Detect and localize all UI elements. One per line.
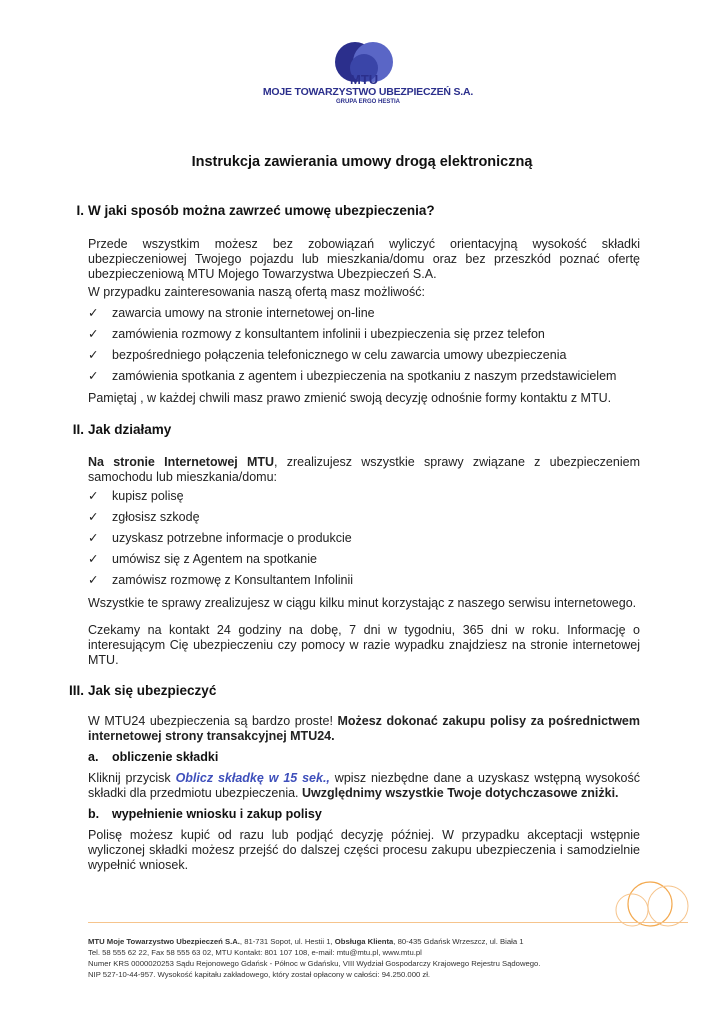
list-item: ✓ zgłosisz szkodę [88, 510, 200, 524]
list-item: ✓ zamówisz rozmowę z Konsultantem Infolinii [88, 573, 354, 587]
checkmark-icon: ✓ [88, 306, 99, 320]
section-3-paragraph: W MTU24 ubezpieczenia są bardzo proste! Możesz dokonać zakupu polisy za pośrednictwem internetowej strony transakcyjnej MTU24. [88, 714, 640, 743]
list-item: ✓ kupisz polisę [88, 489, 184, 503]
checkmark-icon: ✓ [88, 327, 99, 341]
list-item: ✓ zamówienia rozmowy z konsultantem infolinii i ubezpieczenia się przez telefon [88, 327, 545, 341]
section-3-title: Jak się ubezpieczyć [88, 683, 217, 698]
section-1-number: I. [76, 203, 84, 218]
section-2-title: Jak działamy [88, 422, 172, 437]
section-2-paragraph: Czekamy na kontakt 24 godziny na dobę, 7 dni w tygodniu, 365 dni w roku. Informację o interesującym Cię ubezpieczeniu czy pomocy w razie wypadku znajdziesz na stronie internetowej MTU. [88, 623, 640, 667]
page-title: Instrukcja zawierania umowy drogą elektroniczną [191, 154, 533, 170]
footer-address: MTU Moje Towarzystwo Ubezpieczeń S.A., 81-731 Sopot, ul. Hestii 1, Obsługa Klienta, 80-435 Gdańsk Wrzeszcz, ul. Biała 1 [88, 937, 524, 946]
decorative-swirl-icon [560, 870, 700, 930]
section-1-paragraph: Pamiętaj , w każdej chwili masz prawo zmienić swoją decyzję odnośnie formy kontaktu z MTU. [88, 391, 612, 405]
section-1-title: W jaki sposób można zawrzeć umowę ubezpieczenia? [88, 203, 435, 218]
checkmark-icon: ✓ [88, 510, 99, 524]
checkmark-icon: ✓ [88, 489, 99, 503]
subsection-a-text: Kliknij przycisk Oblicz składkę w 15 sek., wpisz niezbędne dane a uzyskasz wstępną wysokość składki dla przedmiotu ubezpieczenia. Uwzględnimy wszystkie Twoje dotychczasowe zniżki. [88, 771, 640, 800]
checkmark-icon: ✓ [88, 531, 99, 545]
section-2-paragraph: Na stronie Internetowej MTU, zrealizujesz wszystkie sprawy związane z ubezpieczeniem samochodu lub mieszkania/domu: [88, 455, 640, 484]
checkmark-icon: ✓ [88, 573, 99, 587]
list-item: ✓ zamówienia spotkania z agentem i ubezpieczenia na spotkaniu z naszym przedstawicielem [88, 369, 617, 383]
checkmark-icon: ✓ [88, 369, 99, 383]
footer-contact: Tel. 58 555 62 22, Fax 58 555 63 02, MTU Kontakt: 801 107 108, e-mail: mtu@mtu.pl, www.mtu.pl [88, 948, 422, 957]
mtu-logo-icon [250, 38, 480, 122]
company-logo [250, 38, 480, 122]
group-name: GRUPA ERGO HESTIA [335, 99, 400, 105]
section-1-paragraph: W przypadku zainteresowania naszą ofertą masz możliwość: [88, 285, 425, 299]
logo-text: MTU [350, 72, 379, 87]
section-2-number: II. [72, 422, 84, 437]
subsection-a-heading: a. obliczenie składki [88, 750, 219, 764]
list-item: ✓ bezpośredniego połączenia telefonicznego w celu zawarcia umowy ubezpieczenia [88, 348, 567, 362]
calculate-premium-button[interactable]: Oblicz składkę w 15 sek., [175, 771, 330, 785]
list-item: ✓ zawarcia umowy na stronie internetowej on-line [88, 306, 375, 320]
list-item: ✓ uzyskasz potrzebne informacje o produkcie [88, 531, 352, 545]
checkmark-icon: ✓ [88, 348, 99, 362]
subsection-b-text: Polisę możesz kupić od razu lub podjąć decyzję później. W przypadku akceptacji wstępnie wyliczonej składki możesz przejść do dalszej części procesu zakupu ubezpieczenia i samodzielnie wypełnić wniosek. [88, 828, 640, 872]
footer-divider [88, 922, 688, 923]
checkmark-icon: ✓ [88, 552, 99, 566]
section-3-number: III. [68, 683, 84, 698]
footer-registry: Numer KRS 0000020253 Sądu Rejonowego Gdańsk - Północ w Gdańsku, VIII Wydział Gospodarczy Krajowego Rejestru Sądowego. [88, 959, 541, 968]
footer-capital: NIP 527-10-44-957. Wysokość kapitału zakładowego, który został opłacony w całości: 94.250.000 zł. [88, 970, 431, 979]
list-item: ✓ umówisz się z Agentem na spotkanie [88, 552, 317, 566]
section-2-paragraph: Wszystkie te sprawy zrealizujesz w ciągu kilku minut korzystając z naszego serwisu internetowego. [88, 596, 637, 610]
section-1-paragraph: Przede wszystkim możesz bez zobowiązań wyliczyć orientacyjną wysokość składki ubezpieczeniowej Twojego pojazdu lub mieszkania/domu oraz bez przeszkód poznać ofertę ubezpieczeniową MTU Mojego Towarzystwa Ubezpieczeń S.A. [88, 237, 640, 281]
subsection-b-heading: b. wypełnienie wniosku i zakup polisy [88, 807, 322, 821]
company-name: MOJE TOWARZYSTWO UBEZPIECZEŃ S.A. [262, 86, 474, 98]
